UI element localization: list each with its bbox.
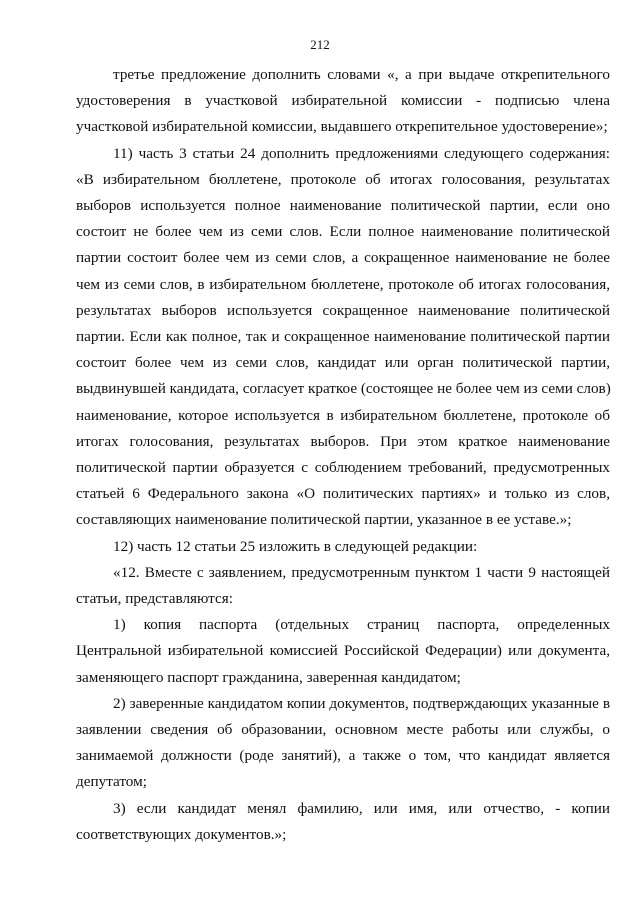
- text-line: Центральной избирательной комиссией Российской Федерации) или документа,: [76, 642, 610, 660]
- text-line: результатах выборов используется сокращенное наименование политической: [76, 301, 610, 319]
- text-line: «В избирательном бюллетене, протоколе об итогах голосования, результатах: [76, 170, 610, 188]
- text-line: 3) если кандидат менял фамилию, или имя, или отчество, - копии: [113, 799, 610, 817]
- paragraph-item-12: [76, 534, 610, 560]
- text-line: депутатом;: [76, 773, 147, 791]
- document-body: [76, 62, 610, 848]
- text-line: соответствующих документов.»;: [76, 825, 287, 843]
- text-line: «12. Вместе с заявлением, предусмотренным пунктом 1 части 9 настоящей: [113, 563, 610, 581]
- text-line: статьей 6 Федерального закона «О политических партиях» и только из слов,: [76, 485, 610, 503]
- text-line: чем из семи слов, в избирательном бюллетене, протоколе об итогах голосования,: [76, 275, 610, 293]
- text-line: удостоверения в участковой избирательной комиссии - подписью члена: [76, 92, 610, 110]
- text-line: политической партии образуется с соблюдением требований, предусмотренных: [76, 459, 610, 477]
- text-line: партии состоит более чем из семи слов, а сокращенное наименование не более: [76, 249, 610, 267]
- text-line: партии. Если как полное, так и сокращенное наименование политической партии: [76, 328, 610, 346]
- text-line: состоит более чем из семи слов, кандидат или орган политической партии,: [76, 354, 610, 372]
- text-line: заявлении сведения об образовании, основном месте работы или службы, о: [76, 721, 610, 739]
- text-line: статьи, представляются:: [76, 590, 233, 608]
- text-line: составляющих наименование политической партии, указанное в ее уставе.»;: [76, 511, 572, 529]
- text-line: третье предложение дополнить словами «, а при выдаче открепительного: [113, 66, 610, 83]
- text-line: наименование, которое используется в избирательном бюллетене, протоколе об: [76, 406, 610, 424]
- text-line: состоит не более чем из семи слов. Если полное наименование политической: [76, 223, 610, 241]
- paragraph-third-sentence-amendment: [76, 62, 610, 141]
- paragraph-subitem-1: [76, 612, 610, 691]
- text-line: заменяющего паспорт гражданина, заверенная кандидатом;: [76, 668, 461, 686]
- text-line: 2) заверенные кандидатом копии документов, подтверждающих указанные в: [113, 694, 610, 712]
- text-line: выдвинувшей кандидата, согласует краткое (состоящее не более чем из семи слов): [76, 380, 611, 398]
- text-line: занимаемой должности (роде занятий), а также о том, что кандидат является: [76, 747, 610, 765]
- text-line: участковой избирательной комиссии, выдавшего открепительное удостоверение»;: [76, 118, 608, 136]
- paragraph-part-12-intro: [76, 560, 610, 612]
- paragraph-subitem-2: [76, 691, 610, 796]
- paragraph-subitem-3: [76, 796, 610, 848]
- text-line: 1) копия паспорта (отдельных страниц паспорта, определенных: [113, 616, 610, 634]
- paragraph-item-11: [76, 141, 610, 534]
- text-line: 11) часть 3 статьи 24 дополнить предложениями следующего содержания:: [113, 144, 610, 162]
- text-line: итогах голосования, результатах выборов. При этом краткое наименование: [76, 432, 610, 450]
- text-line: выборов используется полное наименование политической партии, если оно: [76, 197, 610, 215]
- text-line: 12) часть 12 статьи 25 изложить в следующей редакции:: [113, 537, 478, 555]
- page-number: 212: [310, 37, 330, 52]
